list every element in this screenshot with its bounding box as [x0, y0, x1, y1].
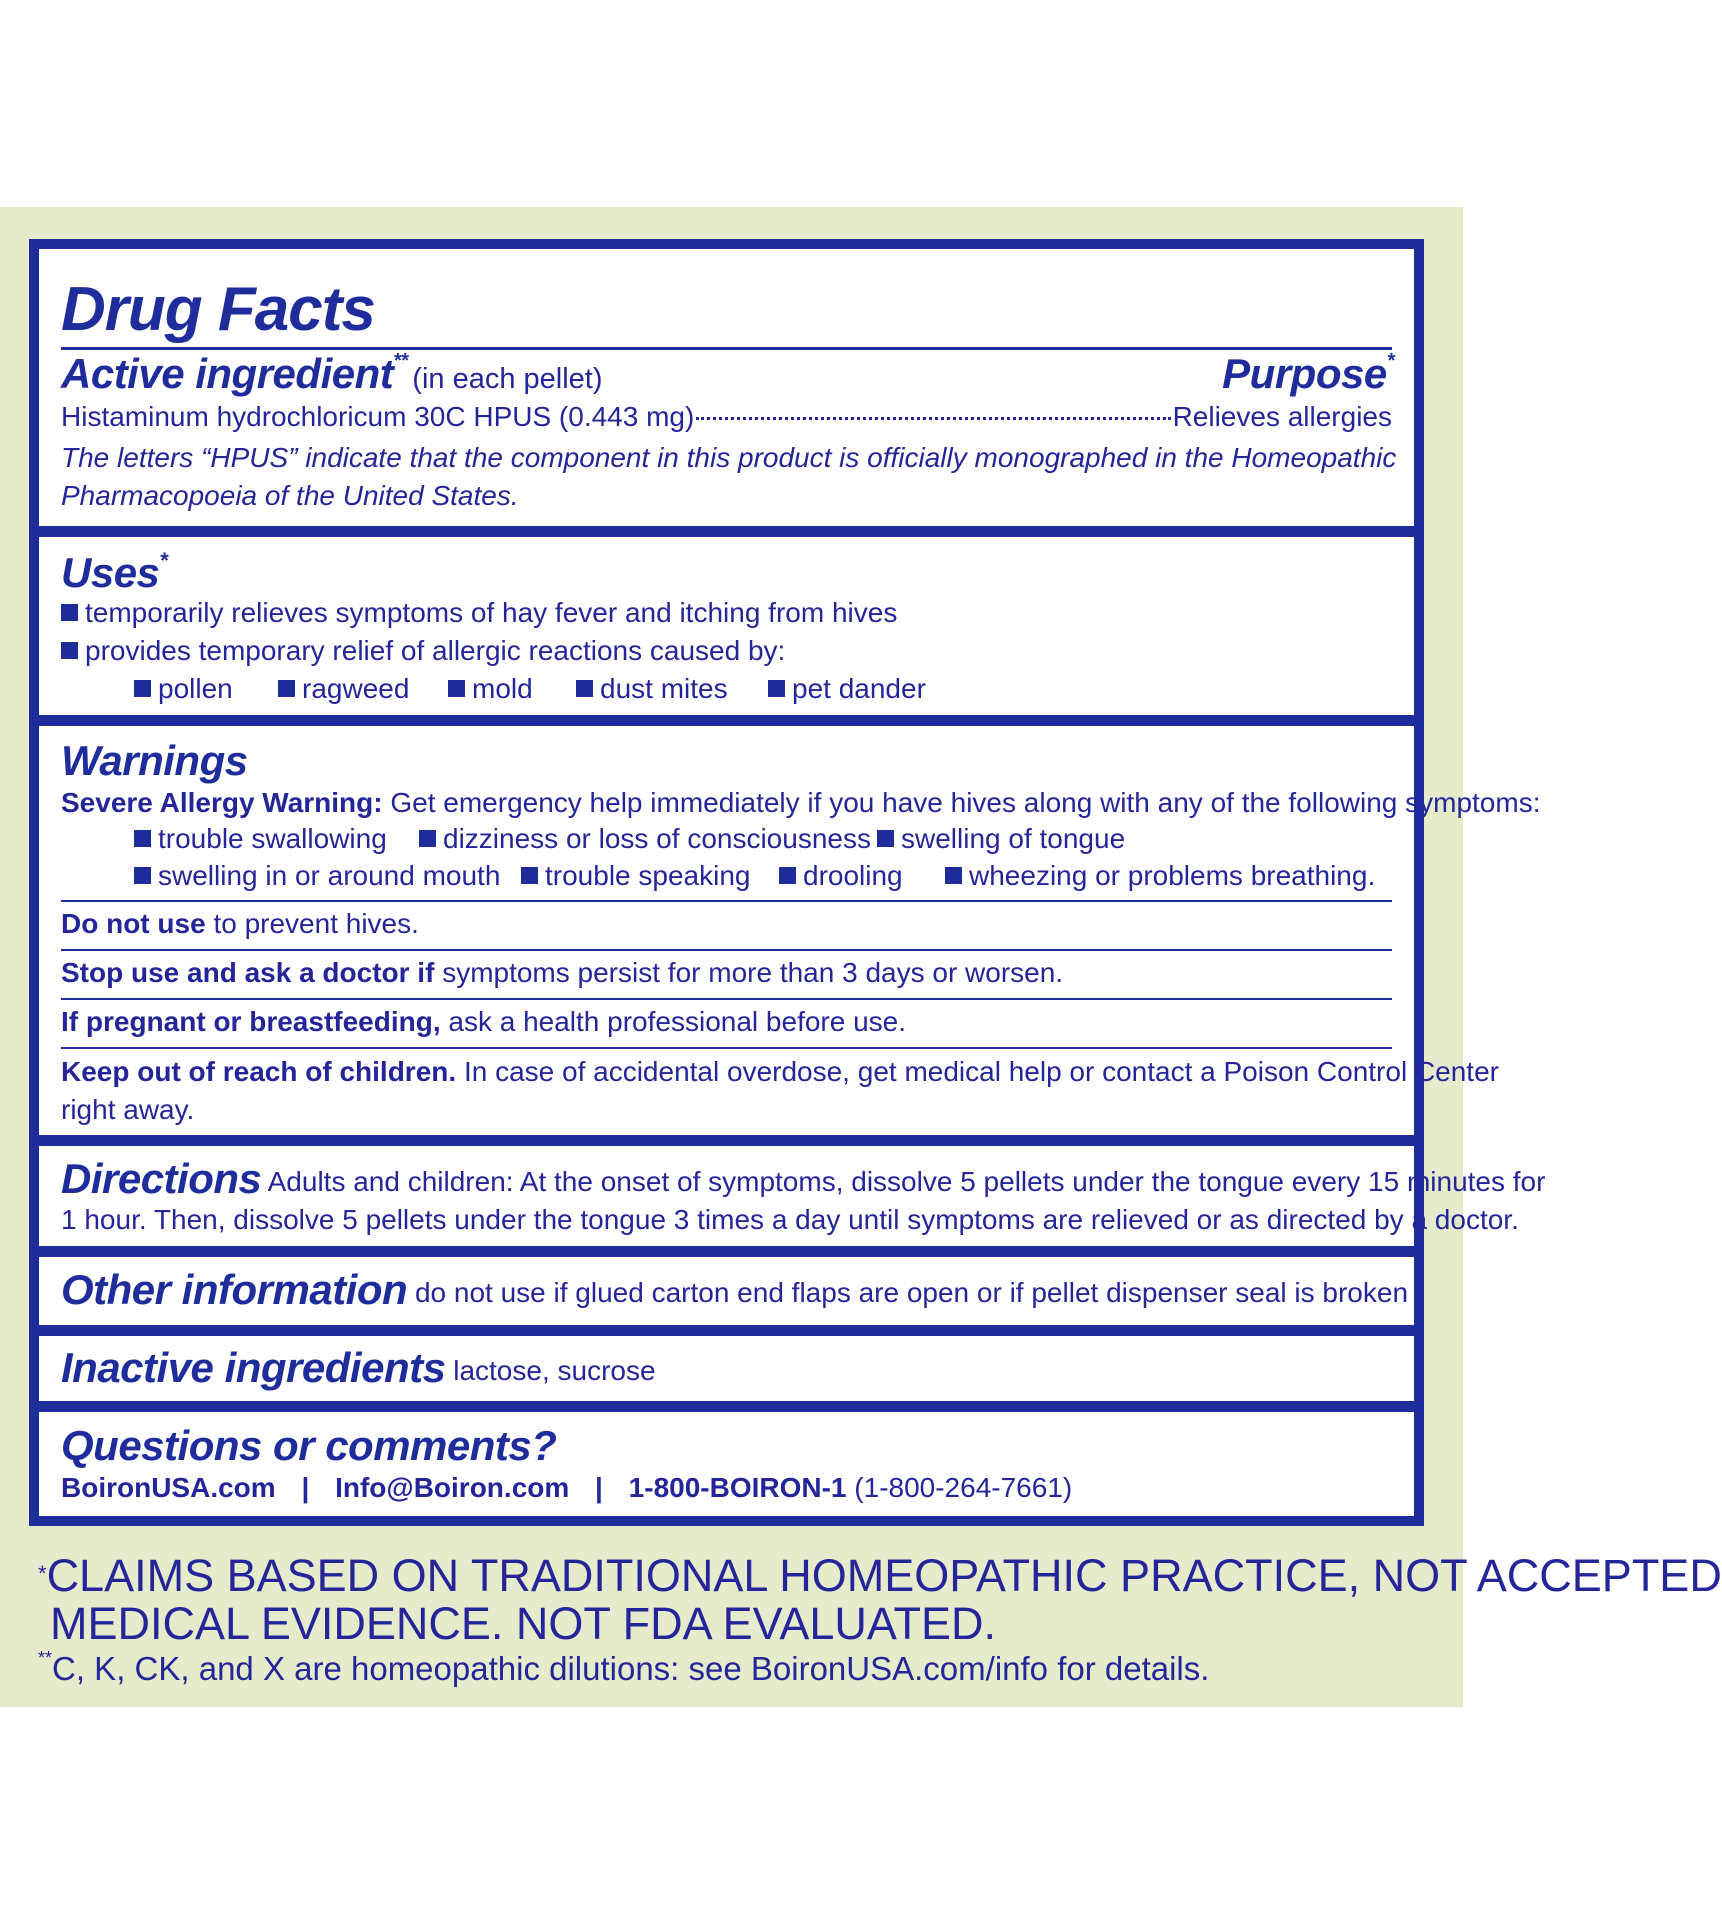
section-divider: [39, 715, 1414, 726]
active-ingredient-heading: Active ingredient: [61, 350, 394, 397]
inactive-ingredients-heading: Inactive ingredients: [61, 1344, 446, 1391]
ingredient-row: [61, 399, 1392, 435]
bullet-square-icon: [779, 867, 796, 884]
bullet-square-icon: [61, 642, 78, 659]
dilution-note: **C, K, CK, and X are homeopathic dilutions: see BoironUSA.com/info for details.: [38, 1648, 1210, 1687]
directions-heading: Directions: [61, 1155, 262, 1202]
bullet-square-icon: [448, 680, 465, 697]
uses-sub-items: [134, 671, 926, 707]
bullet-square-icon: [134, 680, 151, 697]
purpose-header: Purpose*: [1222, 350, 1394, 397]
phone-number[interactable]: 1-800-BOIRON-1: [628, 1472, 847, 1503]
uses-sub-item: ragweed: [278, 671, 448, 707]
hpus-note: The letters “HPUS” indicate that the component in this product is officially monographed in the Homeopathic Pharmacopoeia of the United States.: [61, 442, 1397, 511]
warning-symptom: swelling in or around mouth: [134, 858, 521, 894]
directions: Directions Adults and children: At the onset of symptoms, dissolve 5 pellets under the tongue every 15 minutes for 1 hour. Then, dissolve 5 pellets under the tongue 3 times a day until symptoms are relieved or as directed by a doctor.: [61, 1155, 1546, 1235]
uses-heading: Uses: [61, 549, 160, 596]
bullet-square-icon: [134, 867, 151, 884]
warning-symptom: wheezing or problems breathing.: [945, 858, 1375, 894]
email-link[interactable]: Info@Boiron.com: [335, 1472, 570, 1503]
ingredient-name: Histaminum hydrochloricum 30C HPUS (0.443 mg): [61, 401, 695, 432]
bullet-square-icon: [278, 680, 295, 697]
uses-sub-item: pollen: [134, 671, 278, 707]
uses-sub-item: pet dander: [768, 671, 926, 707]
uses-sub-item: dust mites: [576, 671, 768, 707]
bullet-square-icon: [768, 680, 785, 697]
active-ingredient-note: (in each pellet): [412, 363, 603, 395]
keep-out-of-reach: Keep out of reach of children. In case of accidental overdose, get medical help or contact a Poison Control Center right away.: [61, 1056, 1499, 1125]
section-divider: [39, 1135, 1414, 1146]
questions-heading: Questions or comments?: [61, 1422, 557, 1469]
bullet-square-icon: [419, 830, 436, 847]
bullet-square-icon: [521, 867, 538, 884]
drug-facts-box: [29, 239, 1546, 1526]
active-ingredient-header: Active ingredient** (in each pellet): [61, 350, 603, 397]
uses-item: temporarily relieves symptoms of hay fever and itching from hives: [61, 595, 897, 631]
warnings-rule: [61, 1047, 1392, 1049]
other-information-heading: Other information: [61, 1266, 408, 1313]
warning-symptom: trouble speaking: [521, 858, 779, 894]
warnings-rule: [61, 998, 1392, 1000]
section-divider: [39, 1401, 1414, 1412]
leader-dots: [696, 417, 1170, 420]
other-information: Other information do not use if glued carton end flaps are open or if pellet dispenser seal is broken: [61, 1266, 1409, 1313]
uses-heading-wrap: Uses*: [61, 548, 168, 596]
stop-use: Stop use and ask a doctor if symptoms persist for more than 3 days or worsen.: [61, 957, 1064, 988]
section-divider: [39, 1325, 1414, 1336]
uses-item: provides temporary relief of allergic reactions caused by:: [61, 633, 785, 669]
section-divider: [39, 1246, 1414, 1257]
bullet-square-icon: [945, 867, 962, 884]
claims-disclaimer: *CLAIMS BASED ON TRADITIONAL HOMEOPATHIC PRACTICE, NOT ACCEPTED MEDICAL EVIDENCE. NOT FDA EVALUATED.: [38, 1550, 1722, 1649]
inactive-ingredients: Inactive ingredients lactose, sucrose: [61, 1344, 656, 1391]
contact-line: BoironUSA.com | Info@Boiron.com | 1-800-BOIRON-1 (1-800-264-7661): [61, 1472, 1073, 1503]
section-divider: [39, 526, 1414, 537]
warning-symptoms-row: [134, 821, 1125, 857]
phone-number-numeric: (1-800-264-7661): [854, 1472, 1073, 1503]
warnings-heading: Warnings: [61, 737, 248, 784]
warning-symptom: drooling: [779, 858, 945, 894]
bullet-square-icon: [576, 680, 593, 697]
website-link[interactable]: BoironUSA.com: [61, 1472, 276, 1503]
warnings-rule: [61, 949, 1392, 951]
bullet-square-icon: [877, 830, 894, 847]
bullet-square-icon: [134, 830, 151, 847]
warning-symptom: dizziness or loss of consciousness: [419, 821, 877, 857]
warning-symptom: swelling of tongue: [877, 821, 1125, 857]
bullet-square-icon: [61, 604, 78, 621]
uses-sub-item: mold: [448, 671, 576, 707]
purpose-heading: Purpose: [1222, 350, 1387, 397]
ingredient-purpose: Relieves allergies: [1172, 401, 1392, 432]
do-not-use: Do not use to prevent hives.: [61, 908, 419, 939]
warning-symptoms-row: [134, 858, 1375, 894]
severe-allergy-warning: Severe Allergy Warning: Get emergency help immediately if you have hives along with any of the following symptoms:: [61, 787, 1541, 818]
pregnant-warning: If pregnant or breastfeeding, ask a health professional before use.: [61, 1006, 907, 1037]
warnings-rule: [61, 900, 1392, 902]
drug-facts-title: Drug Facts: [61, 275, 375, 344]
warning-symptom: trouble swallowing: [134, 821, 419, 857]
